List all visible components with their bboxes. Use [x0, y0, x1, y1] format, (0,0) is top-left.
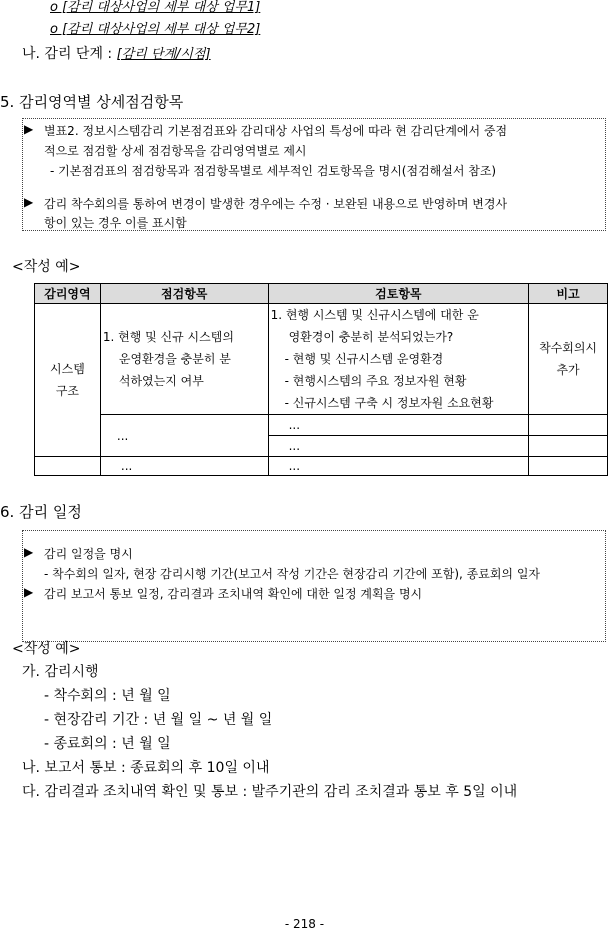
- table-row: [35, 304, 608, 415]
- check-item-ellipsis: ...: [100, 415, 268, 457]
- check-item-line: 1. 현행 및 신규 시스템의: [102, 330, 234, 344]
- schedule-guide-2: 감리 보고서 통보 일정, 감리결과 조치내역 확인에 대한 일정 계획을 명시: [44, 587, 423, 601]
- table-row: [35, 415, 608, 436]
- bullet-arrow-icon: ▶: [24, 195, 34, 209]
- guide-para-1-line-1: 별표2. 정보시스템감리 기본점검표와 감리대상 사업의 특성에 따라 현 감리단계에서 중점: [44, 124, 508, 138]
- header-check-item: 점검항목: [100, 284, 268, 304]
- check-item-table: [34, 283, 608, 476]
- header-area: 감리영역: [35, 284, 101, 304]
- table-header-row: [35, 284, 608, 304]
- header-remark: 비고: [529, 284, 608, 304]
- kickoff-meeting-line: - 착수회의 : 년 월 일: [44, 688, 171, 704]
- page-number: - 218 -: [284, 917, 325, 931]
- check-item-cell: [100, 304, 268, 415]
- remark-empty: [529, 436, 608, 457]
- review-line: - 현행 및 신규시스템 운영환경: [284, 352, 444, 366]
- bullet-arrow-icon: ▶: [24, 545, 34, 559]
- review-line: - 현행시스템의 주요 정보자원 현황: [284, 374, 467, 388]
- audit-stage-label: 나. 감리 단계 :: [22, 46, 117, 62]
- schedule-guide-1: 감리 일정을 명시: [44, 547, 133, 561]
- bullet-arrow-icon: ▶: [24, 585, 34, 599]
- section-6-heading: 6. 감리 일정: [0, 503, 82, 521]
- guide-para-2-line-2: 항이 있는 경우 이를 표시함: [44, 216, 187, 230]
- review-item-cell: [268, 304, 529, 415]
- review-ellipsis: ...: [268, 415, 529, 436]
- target-task-1: o [감리 대상사업의 세부 대상 업무1]: [50, 0, 261, 15]
- result-check-line: 다. 감리결과 조치내역 확인 및 통보 : 발주기관의 감리 조치결과 통보 후 5일 이내: [22, 784, 518, 800]
- area-line: 시스템: [50, 362, 85, 376]
- area-empty: [35, 457, 101, 476]
- header-review-item: 검토항목: [268, 284, 529, 304]
- closing-meeting-line: - 종료회의 : 년 월 일: [44, 736, 171, 752]
- bullet-arrow-icon: ▶: [24, 122, 34, 136]
- remark-cell: [529, 304, 608, 415]
- audit-execution-heading: 가. 감리시행: [22, 664, 99, 680]
- onsite-audit-period-line: - 현장감리 기간 : 년 월 일 ~ 년 월 일: [44, 712, 273, 728]
- audit-stage-line: [22, 43, 211, 63]
- schedule-example-label: <작성 예>: [12, 641, 81, 657]
- review-line: 영환경이 충분히 분석되었는가?: [288, 330, 454, 344]
- guide-para-1-sub: - 기본점검표의 점검항목과 점검항목별로 세부적인 검토항목을 명시(점검해설서 참조): [50, 164, 497, 178]
- check-item-line: 석하였는지 여부: [118, 374, 204, 388]
- target-task-2: o [감리 대상사업의 세부 대상 업무2]: [50, 22, 261, 37]
- area-line: 구조: [55, 384, 80, 398]
- review-line: 1. 현행 시스템 및 신규시스템에 대한 운: [270, 308, 479, 322]
- guide-para-2-line-1: 감리 착수회의를 통하여 변경이 발생한 경우에는 수정 · 보완된 내용으로 반영하며 변경사: [44, 197, 508, 211]
- example-label: <작성 예>: [12, 259, 81, 275]
- remark-empty: [529, 415, 608, 436]
- check-item-ellipsis: ...: [100, 457, 268, 476]
- schedule-guide-1-sub: - 착수회의 일자, 현장 감리시행 기간(보고서 작성 기간은 현장감리 기간에 포함), 종료회의 일자: [44, 567, 541, 581]
- table-row: [35, 457, 608, 476]
- review-ellipsis: ...: [268, 457, 529, 476]
- area-cell: [35, 304, 101, 457]
- section-5-heading: 5. 감리영역별 상세점검항목: [0, 93, 184, 111]
- remark-line: 추가: [556, 363, 580, 377]
- audit-stage-value: [감리 단계/시점]: [116, 47, 211, 62]
- guide-para-1-line-2: 적으로 점검할 상세 점검항목을 감리영역별로 제시: [44, 144, 307, 158]
- report-notice-line: 나. 보고서 통보 : 종료회의 후 10일 이내: [22, 760, 270, 776]
- remark-empty: [529, 457, 608, 476]
- review-ellipsis: ...: [268, 436, 529, 457]
- check-item-line: 운영환경을 충분히 분: [118, 352, 231, 366]
- review-line: - 신규시스템 구축 시 정보자원 소요현황: [284, 396, 494, 410]
- remark-line: 착수회의시: [539, 341, 598, 355]
